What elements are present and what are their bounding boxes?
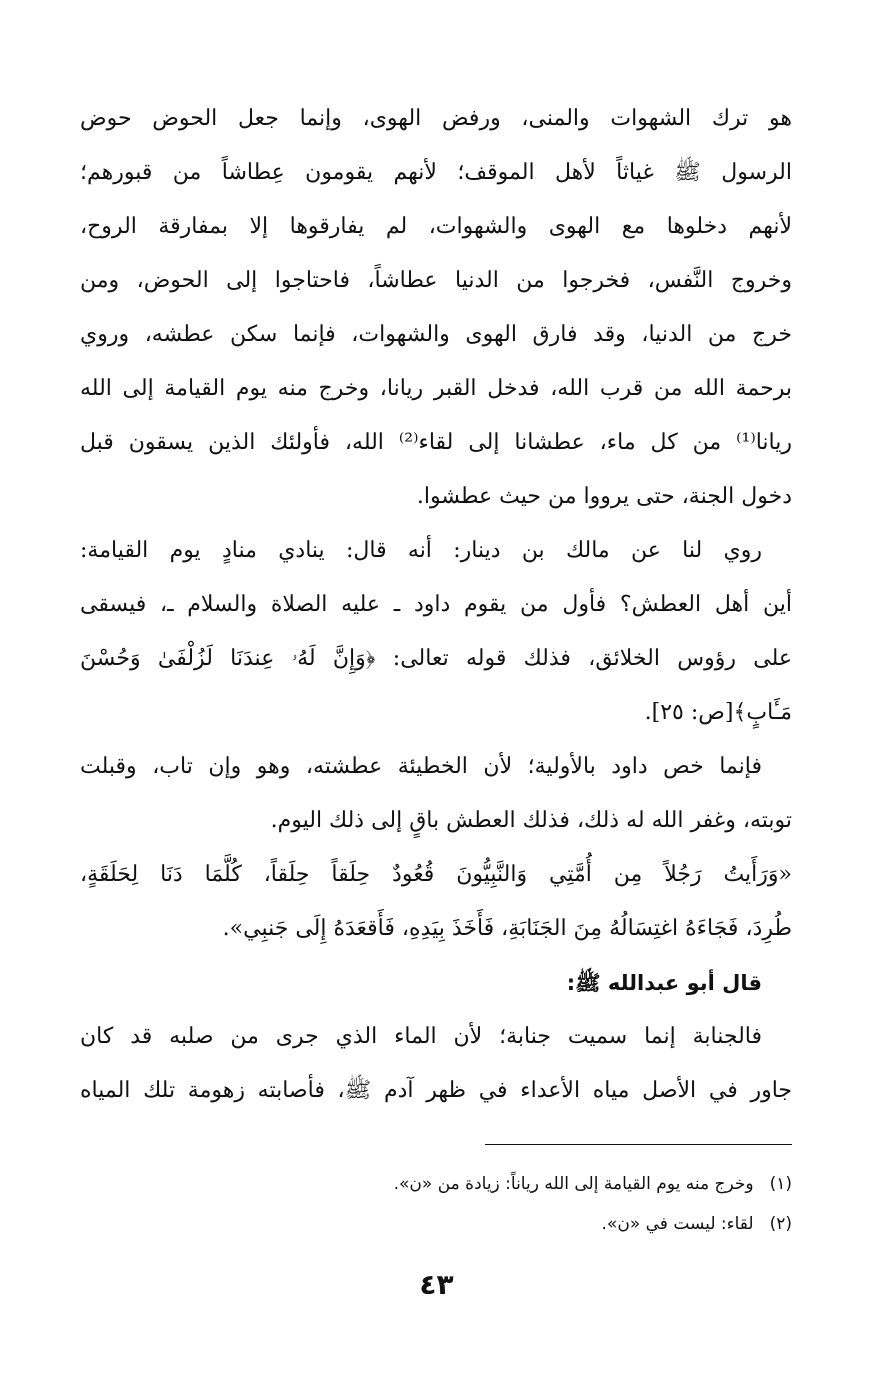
body-line: الرسول ﷺ غياثاً لأهل الموقف؛ لأنهم يقومون عِطاشاً من قبورهم؛: [80, 160, 792, 185]
body-line: توبته، وغفر الله له ذلك، فذلك العطش باقٍ إلى ذلك اليوم.: [270, 808, 792, 833]
footnotes: [80, 1164, 792, 1244]
body-line: مَـَٔابٍ﴾[ص: ٢٥].: [644, 700, 792, 725]
body-line: ريانا⁽¹⁾ من كل ماء، عطشانا إلى لقاء⁽²⁾ الله، فأولئك الذين يسقون قبل: [80, 430, 792, 455]
footnote-number: (١): [769, 1174, 792, 1194]
body-line: روي لنا عن مالك بن دينار: أنه قال: ينادي منادٍ يوم القيامة:: [80, 538, 762, 563]
body-line: دخول الجنة، حتى يرووا من حيث عطشوا.: [416, 484, 792, 509]
body-line: فإنما خص داود بالأولية؛ لأن الخطيئة عطشته، وهو وإن تاب، وقبلت: [80, 754, 762, 779]
section-heading: قال أبو عبدالله ﷺ:: [566, 971, 762, 995]
body-line: جاور في الأصل مياه الأعداء في ظهر آدم ﷺ، فأصابته زهومة تلك المياه: [80, 1078, 792, 1103]
footnote-divider: [485, 1144, 792, 1145]
footnote-item: [80, 1204, 792, 1244]
body-line: برحمة الله من قرب الله، فدخل القبر ريانا، وخرج منه يوم القيامة إلى الله: [80, 376, 792, 401]
body-line: فالجنابة إنما سميت جنابة؛ لأن الماء الذي جرى من صلبه قد كان: [80, 1024, 762, 1049]
page-body: [80, 92, 792, 1118]
body-line: على رؤوس الخلائق، فذلك قوله تعالى: ﴿وَإِنَّ لَهُۥ عِندَنَا لَزُلْفَىٰ وَحُسْنَ: [80, 646, 792, 671]
hadith-line: طُرِدَ، فَجَاءَهُ اغتِسَالُهُ مِنَ الجَنَابَةِ، فَأَخَذَ بِيَدِهِ، فَأَقعَدَهُ إِلَى جَنبِي».: [222, 916, 792, 941]
footnote-number: (٢): [769, 1214, 792, 1234]
hadith-line: «وَرَأَيتُ رَجُلاً مِن أُمَّتِي وَالنَّبِيُّونَ قُعُودٌ حِلَقاً حِلَقاً، كُلَّمَا دَنَا لِحَلَقَةٍ،: [80, 862, 792, 887]
footnote-text: لقاء: ليست في «ن».: [601, 1214, 754, 1234]
body-line: خرج من الدنيا، وقد فارق الهوى والشهوات، فإنما سكن عطشه، وروي: [80, 322, 792, 347]
body-line: هو ترك الشهوات والمنى، ورفض الهوى، وإنما جعل الحوض حوض: [80, 106, 792, 131]
page-number: ٤٣: [419, 1268, 454, 1301]
footnote-text: وخرج منه يوم القيامة إلى الله رياناً: زيادة من «ن».: [393, 1174, 754, 1194]
body-line: أين أهل العطش؟ فأول من يقوم داود ـ عليه الصلاة والسلام ـ، فيسقى: [80, 592, 792, 617]
body-line: وخروج النَّفس، فخرجوا من الدنيا عطاشاً، فاحتاجوا إلى الحوض، ومن: [80, 268, 792, 293]
body-line: لأنهم دخلوها مع الهوى والشهوات، لم يفارقوها إلا بمفارقة الروح،: [80, 214, 792, 239]
footnote-item: [80, 1164, 792, 1204]
